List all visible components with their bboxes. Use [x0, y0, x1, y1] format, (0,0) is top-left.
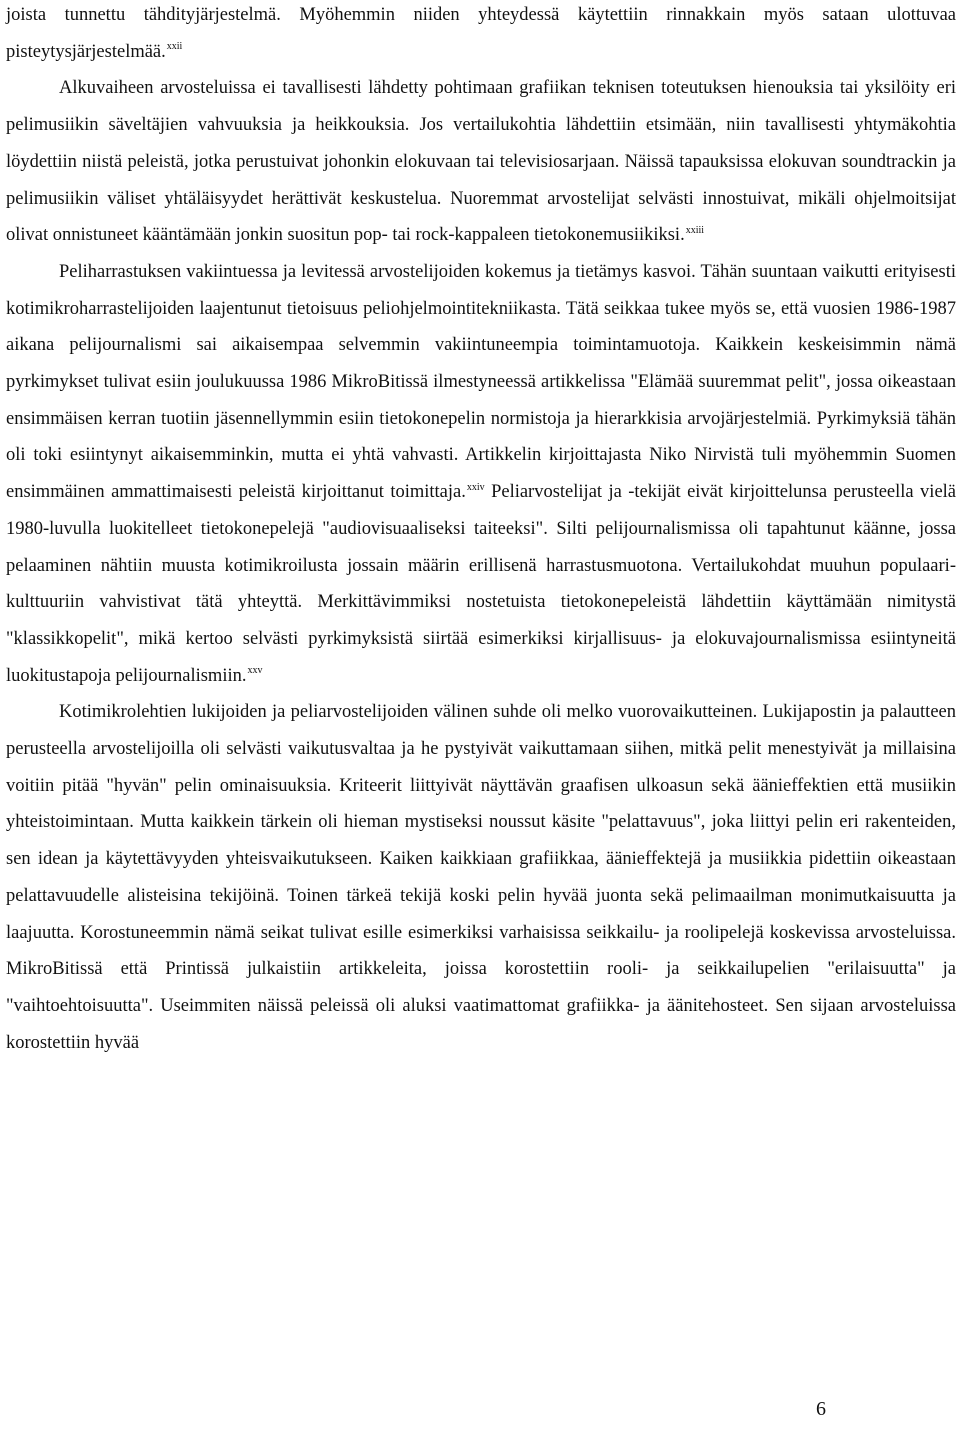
paragraph-text: joista tunnettu tähdityjärjestelmä. Myöhemmin niiden yhteydessä käytettiin rinnakkain myös sataan ulottuvaa pisteytysjärjestelmää.	[6, 5, 956, 62]
footnote-reference[interactable]: xxii	[166, 41, 183, 53]
paragraph	[6, 70, 956, 254]
paragraph-text: Peliharrastuksen vakiintuessa ja levitessä arvostelijoiden kokemus ja tietämys kasvoi. Tähän suuntaan vaikutti erityisesti kotimikroharrastelijoiden laajentunut tietoisuus peliohjelmointitekniikasta. Tätä seikkaa tukee myös se, että vuosien 1986-1987 aikana pelijournalismi sai aikaisempaa selvemmin vakiintuneempia toimintamuotoja. Kaikkein keskeisimmin nämä pyrkimykset tulivat esiin joulukuussa 1986 MikroBitissä ilmestyneessä artikkelissa "Elämää suuremmat pelit", jossa oikeastaan ensimmäisen kerran tuotiin jäsennellymmin esiin tietokonepelin normistoja ja hierarkkisia arvojärjestelmiä. Pyrkimyksiä tähän oli toki esiintynyt aikaisemminkin, mutta ei yhtä vahvasti. Artikkelin kirjoittajasta Niko Nirvistä tuli myöhemmin Suomen ensimmäinen ammattimaisesti peleistä kirjoittanut toimittaja.	[6, 261, 956, 503]
page-number: 6	[816, 1398, 826, 1420]
paragraph	[6, 694, 956, 1061]
footnote-reference[interactable]: xxiii	[685, 224, 705, 236]
paragraph	[6, 0, 956, 70]
paragraph-text: Peliarvostelijat ja -tekijät eivät kirjoittelunsa perusteella vielä 1980-luvulla luokitelleet tietokonepelejä "audiovisuaaliseksi taiteeksi". Silti pelijournalismissa oli tapahtunut käänne, jossa pelaaminen nähtiin muusta kotimikroilusta jossain määrin erillisenä harrastusmuotona. Vertailukohdat muuhun populaarikulttuuriin vahvistivat tätä yhteyttä. Merkittävimmiksi nostetuista tietokonepeleistä lähdettiin käyttämään nimitystä "klassikkopelit", mikä kertoo selvästi pyrkimyksistä siirtää esimerkiksi kirjallisuus- ja elokuvajournalismissa esiintyneitä luokitustapoja pelijournalismiin.	[6, 482, 957, 686]
body-text	[6, 0, 956, 1061]
paragraph-text: Kotimikrolehtien lukijoiden ja peliarvostelijoiden välinen suhde oli melko vuorovaikutteinen. Lukijapostin ja palautteen perusteella arvostelijoilla oli selvästi vaikutusvaltaa ja he pystyivät vaikuttamaan siihen, mitkä pelit menestyivät ja millaisina voitiin pitää "hyvän" pelin ominaisuuksia. Kriteerit liittyivät näyttävän graafisen ulkoasun sekä äänieffektien että musiikin yhteistoimintaan. Mutta kaikkein tärkein oli hieman mystiseksi noussut käsite "pelattavuus", joka liittyi pelin eri rakenteiden, sen idean ja käytettävyyden yhteisvaikutukseen. Kaiken kaikkiaan grafiikkaa, äänieffektejä ja musiikkia pidettiin oikeastaan pelattavuudelle alisteisina tekijöinä. Toinen tärkeä tekijä koski pelin hyvää juonta sekä pelimaailman monimutkaisuutta ja laajuutta. Korostuneemmin nämä seikat tulivat esille esimerkiksi varhaisissa seikkailu- ja roolipelejä koskevissa arvosteluissa. MikroBitissä että Printissä julkaistiin artikkeleita, joissa korostettiin rooli- ja seikkailupelien "erilaisuutta" ja "vaihtoehtoisuutta". Useimmiten näissä peleissä oli aluksi vaatimattomat grafiikka- ja äänitehosteet. Sen sijaan arvosteluissa korostettiin hyvää	[6, 702, 956, 1053]
footnote-reference[interactable]: xxiv	[466, 481, 485, 493]
paragraph-text: Alkuvaiheen arvosteluissa ei tavallisesti lähdetty pohtimaan grafiikan teknisen toteutuksen hienouksia tai yksilöity eri pelimusiikin säveltäjien vahvuuksia ja heikkouksia. Jos vertailukohtia lähdettiin etsimään, niin tavallisesti yhtymäkohtia löydettiin niistä peleistä, jotka perustuivat johonkin elokuvaan tai televisiosarjaan. Näissä tapauksissa elokuvan soundtrackin ja pelimusiikin väliset yhtäläisyydet herättivät keskustelua. Nuoremmat arvostelijat selvästi innostuivat, mikäli ohjelmoitsijat olivat onnistuneet kääntämään jonkin suositun pop- tai rock-kappaleen tietokonemusiikiksi.	[6, 78, 956, 246]
paragraph	[6, 254, 956, 694]
document-page	[6, 0, 956, 1436]
footnote-reference[interactable]: xxv	[247, 665, 263, 677]
